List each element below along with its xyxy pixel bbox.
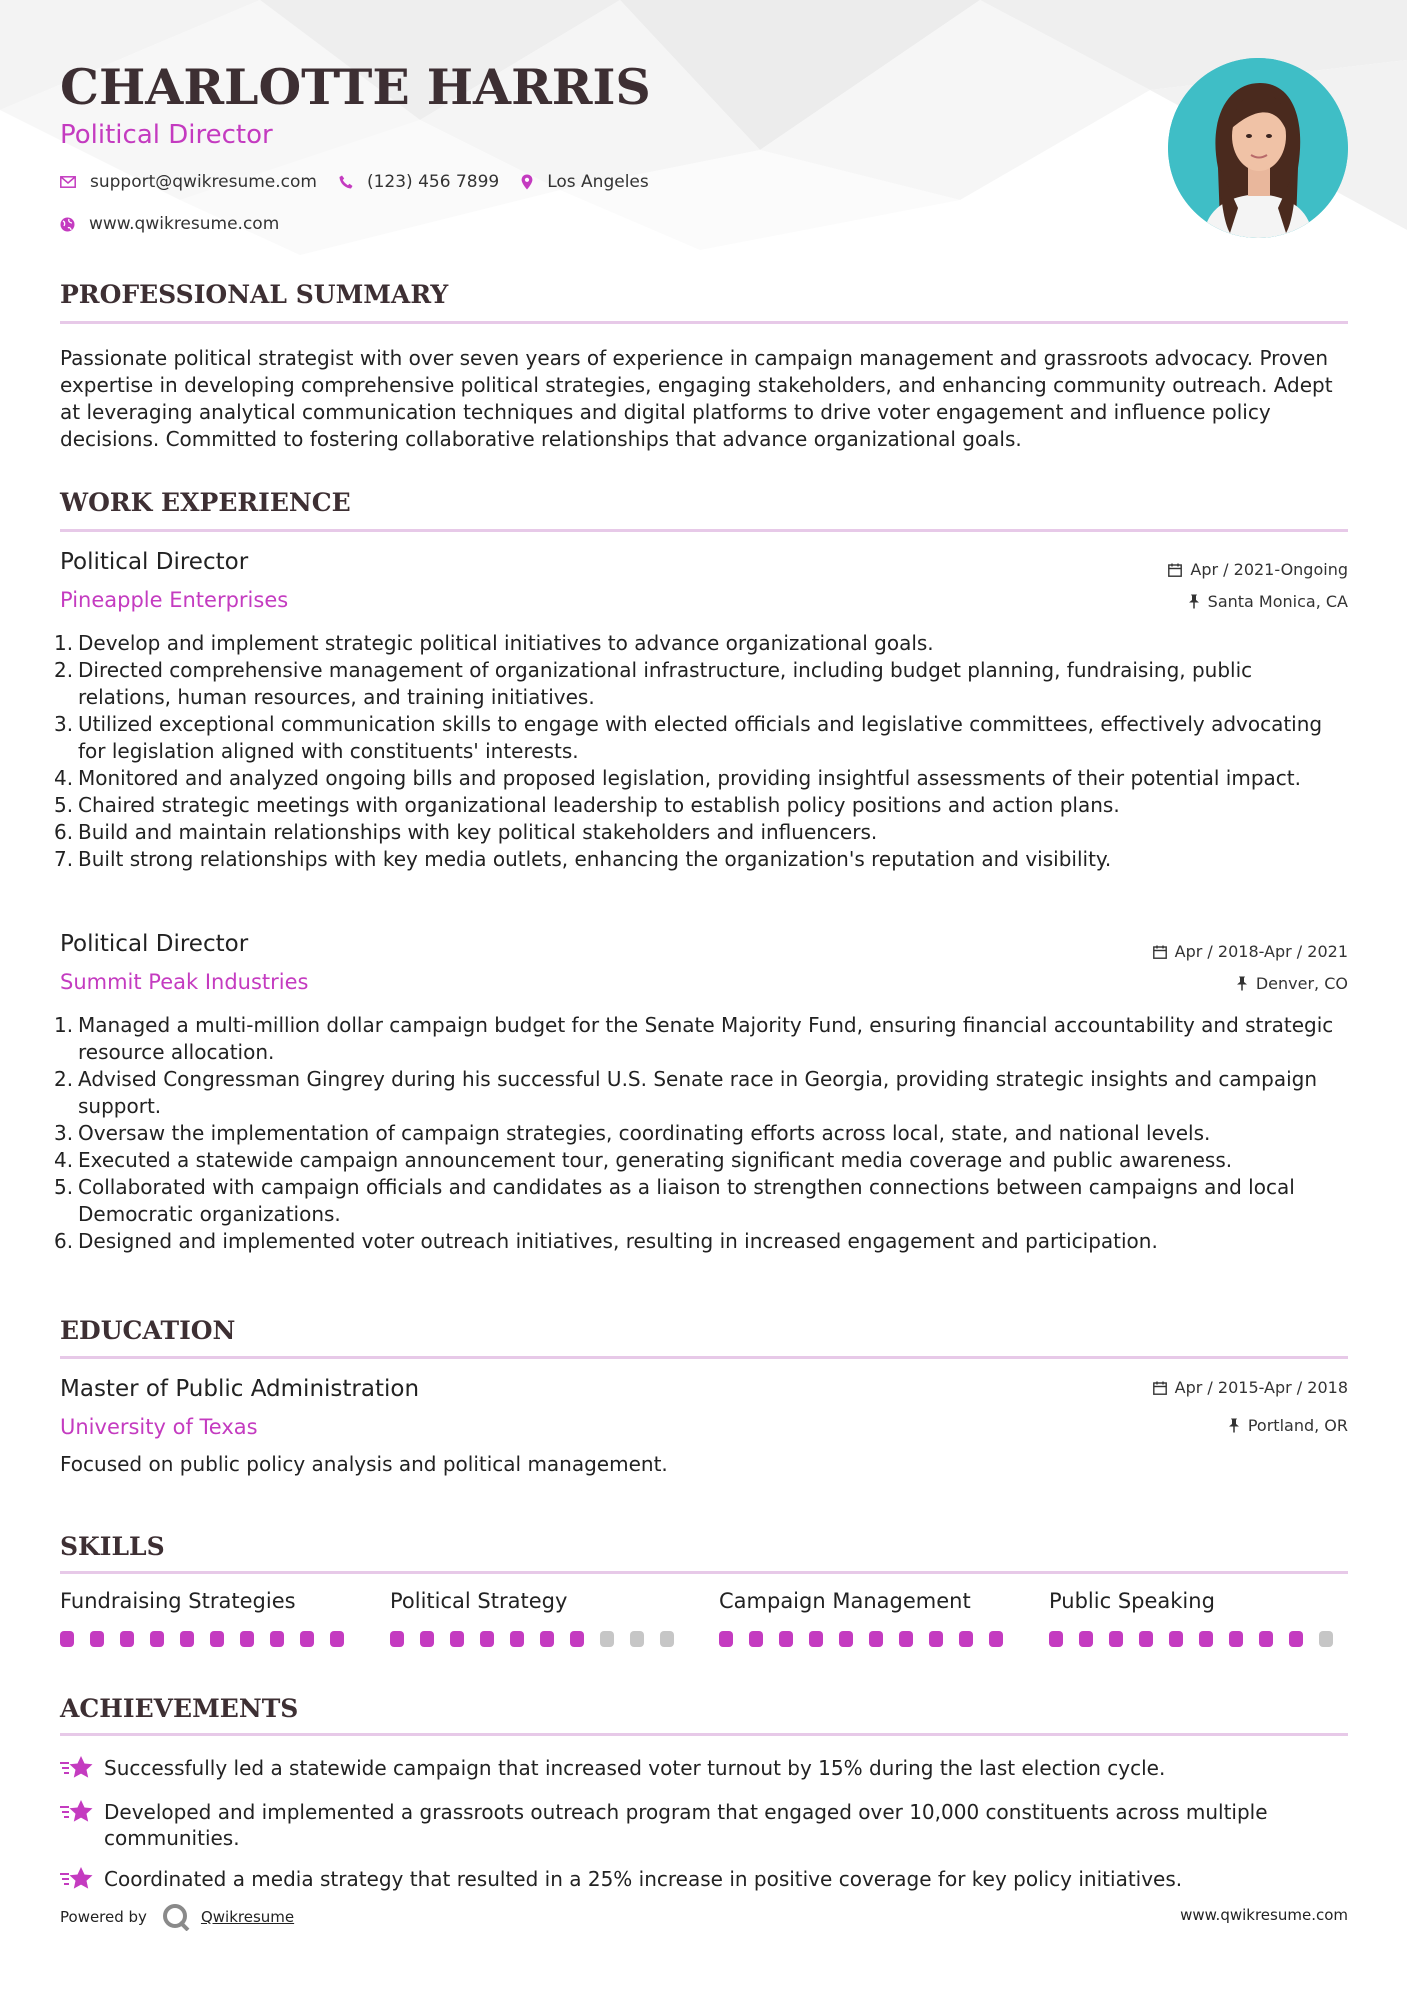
education-degree: Master of Public Administration — [60, 1376, 420, 1402]
achievement-item — [60, 1755, 1350, 1785]
skill-dot-filled — [390, 1631, 404, 1647]
skill-dot-filled — [300, 1631, 314, 1647]
job-2-dates — [1153, 942, 1348, 961]
skill-dot-empty — [1319, 1631, 1333, 1647]
star-icon — [60, 1799, 94, 1825]
skill-dot-filled — [270, 1631, 284, 1647]
pushpin-icon — [1228, 1418, 1240, 1433]
list-item: Executed a statewide campaign announcement tour, generating significant media coverage and public awareness. — [78, 1148, 1233, 1172]
location-text: Los Angeles — [547, 172, 649, 192]
skill-rating — [60, 1631, 360, 1647]
avatar-portrait — [1168, 58, 1348, 238]
job-1-dates — [1168, 560, 1348, 579]
brand-link[interactable]: Qwikresume — [200, 1908, 295, 1926]
skill-rating — [1049, 1631, 1349, 1647]
skills-heading: SKILLS — [60, 1532, 165, 1561]
skill-dot-filled — [989, 1631, 1003, 1647]
job-1-title: Political Director — [60, 549, 249, 575]
skill-dot-filled — [1229, 1631, 1243, 1647]
list-item: Built strong relationships with key media outlets, enhancing the organization's reputation and visibility. — [78, 847, 1112, 871]
skill-dot-filled — [779, 1631, 793, 1647]
achievements-heading: ACHIEVEMENTS — [60, 1694, 299, 1723]
skill-dot-filled — [809, 1631, 823, 1647]
skill-dot-filled — [420, 1631, 434, 1647]
achievement-item — [60, 1866, 1350, 1896]
website-row — [60, 214, 301, 234]
skill-dot-filled — [869, 1631, 883, 1647]
skill-rating — [390, 1631, 690, 1647]
skill-item — [719, 1589, 1019, 1647]
achievement-text: Developed and implemented a grassroots outreach program that engaged over 10,000 constituents across multiple communities. — [104, 1800, 1268, 1850]
map-pin-icon — [521, 174, 533, 190]
skill-dot-filled — [120, 1631, 134, 1647]
email-text: support@qwikresume.com — [90, 172, 317, 192]
envelope-icon — [60, 176, 76, 188]
job-title: Political Director — [60, 120, 273, 150]
skill-name: Fundraising Strategies — [60, 1589, 296, 1613]
experience-heading: WORK EXPERIENCE — [60, 488, 351, 517]
skill-item — [1049, 1589, 1349, 1647]
job-2-location-text: Denver, CO — [1255, 974, 1348, 993]
job-1-dates-text: Apr / 2021-Ongoing — [1190, 560, 1348, 579]
skill-dot-filled — [1289, 1631, 1303, 1647]
skill-dot-filled — [450, 1631, 464, 1647]
footer-powered-by — [60, 1903, 294, 1931]
star-icon — [60, 1866, 94, 1892]
footer-site-link[interactable]: www.qwikresume.com — [1180, 1906, 1348, 1924]
skill-dot-filled — [1049, 1631, 1063, 1647]
skill-dot-filled — [1079, 1631, 1093, 1647]
job-1-duties — [78, 630, 1348, 873]
skill-dot-filled — [1139, 1631, 1153, 1647]
education-dates — [1153, 1378, 1348, 1397]
contact-phone[interactable] — [339, 172, 499, 192]
achievement-text: Coordinated a media strategy that resulted in a 25% increase in positive coverage for key policy initiatives. — [104, 1867, 1183, 1891]
job-2-dates-text: Apr / 2018-Apr / 2021 — [1174, 942, 1348, 961]
summary-divider — [60, 321, 1348, 324]
job-2-company: Summit Peak Industries — [60, 970, 309, 994]
contact-location — [521, 172, 649, 192]
education-description: Focused on public policy analysis and political management. — [60, 1452, 668, 1476]
skill-dot-filled — [150, 1631, 164, 1647]
skill-dot-empty — [660, 1631, 674, 1647]
skill-dot-filled — [180, 1631, 194, 1647]
skill-dot-filled — [540, 1631, 554, 1647]
skill-dot-filled — [749, 1631, 763, 1647]
job-2-location — [1236, 974, 1348, 993]
skill-dot-filled — [240, 1631, 254, 1647]
list-item: Monitored and analyzed ongoing bills and proposed legislation, providing insightful assessments of their potential impact. — [78, 766, 1301, 790]
skills-divider — [60, 1571, 1348, 1574]
list-item: Build and maintain relationships with key political stakeholders and influencers. — [78, 820, 878, 844]
list-item: Chaired strategic meetings with organizational leadership to establish policy positions and action plans. — [78, 793, 1120, 817]
skill-dot-filled — [1259, 1631, 1273, 1647]
skill-dot-filled — [839, 1631, 853, 1647]
skill-dot-filled — [959, 1631, 973, 1647]
skill-dot-filled — [60, 1631, 74, 1647]
powered-by-text: Powered by — [60, 1908, 147, 1926]
job-1-location-text: Santa Monica, CA — [1207, 592, 1348, 611]
skill-dot-empty — [600, 1631, 614, 1647]
job-2-duties — [78, 1012, 1348, 1255]
skill-dot-filled — [210, 1631, 224, 1647]
list-item: Develop and implement strategic political initiatives to advance organizational goals. — [78, 631, 934, 655]
calendar-icon — [1153, 945, 1167, 959]
skill-dot-filled — [1109, 1631, 1123, 1647]
skill-item — [390, 1589, 690, 1647]
calendar-icon — [1153, 1381, 1167, 1395]
list-item: Oversaw the implementation of campaign strategies, coordinating efforts across local, state, and national levels. — [78, 1121, 1211, 1145]
experience-divider — [60, 529, 1348, 532]
skill-dot-empty — [630, 1631, 644, 1647]
skill-dot-filled — [1199, 1631, 1213, 1647]
skill-dot-filled — [570, 1631, 584, 1647]
list-item: Directed comprehensive management of organizational infrastructure, including budget planning, fundraising, public relations, human resources, and training initiatives. — [78, 658, 1253, 709]
phone-text: (123) 456 7899 — [366, 172, 500, 192]
phone-icon — [339, 175, 353, 189]
skill-name: Political Strategy — [390, 1589, 568, 1613]
list-item: Designed and implemented voter outreach initiatives, resulting in increased engagement and participation. — [78, 1229, 1158, 1253]
achievement-text: Successfully led a statewide campaign that increased voter turnout by 15% during the last election cycle. — [104, 1756, 1166, 1780]
education-heading: EDUCATION — [60, 1316, 236, 1345]
list-item: Utilized exceptional communication skills to engage with elected officials and legislative committees, effectively advocating for legislation aligned with constituents' interests. — [78, 712, 1323, 763]
contact-website[interactable] — [60, 214, 279, 234]
contact-email[interactable] — [60, 172, 317, 192]
pushpin-icon — [1188, 594, 1200, 609]
skill-dot-filled — [480, 1631, 494, 1647]
achievements-divider — [60, 1733, 1348, 1736]
list-item: Advised Congressman Gingrey during his successful U.S. Senate race in Georgia, providing strategic insights and campaign support. — [78, 1067, 1318, 1118]
star-icon — [60, 1755, 94, 1781]
skill-dot-filled — [719, 1631, 733, 1647]
education-location-text: Portland, OR — [1247, 1416, 1348, 1435]
education-school: University of Texas — [60, 1415, 258, 1439]
pushpin-icon — [1236, 976, 1248, 991]
education-location — [1228, 1416, 1348, 1435]
job-1-company: Pineapple Enterprises — [60, 588, 289, 612]
calendar-icon — [1168, 563, 1182, 577]
summary-heading: PROFESSIONAL SUMMARY — [60, 280, 449, 309]
summary-text: Passionate political strategist with over seven years of experience in campaign management and grassroots advocacy. Proven expertise in developing comprehensive political strategies, engaging stakeholders, and enhancing community outreach. Adept at leveraging analytical communication techniques and digital platforms to drive voter engagement and influence policy decisions. Committed to fostering collaborative relationships that advance organizational goals. — [60, 346, 1333, 451]
contact-row — [60, 172, 671, 192]
job-1-location — [1188, 592, 1348, 611]
list-item: Managed a multi-million dollar campaign budget for the Senate Majority Fund, ensuring financial accountability and strategic resource allocation. — [78, 1013, 1334, 1064]
website-text: www.qwikresume.com — [89, 214, 280, 234]
avatar — [1168, 58, 1348, 238]
education-divider — [60, 1356, 1348, 1359]
globe-icon — [60, 217, 75, 232]
skill-dot-filled — [929, 1631, 943, 1647]
skill-item — [60, 1589, 360, 1647]
skill-dot-filled — [90, 1631, 104, 1647]
skill-dot-filled — [899, 1631, 913, 1647]
achievement-item — [60, 1799, 1350, 1851]
education-dates-text: Apr / 2015-Apr / 2018 — [1174, 1378, 1348, 1397]
qwikresume-logo-icon — [161, 1903, 193, 1931]
job-2-title: Political Director — [60, 931, 249, 957]
skill-dot-filled — [1169, 1631, 1183, 1647]
skill-name: Public Speaking — [1049, 1589, 1215, 1613]
skill-name: Campaign Management — [719, 1589, 971, 1613]
list-item: Collaborated with campaign officials and candidates as a liaison to strengthen connections between campaigns and local Democratic organizations. — [78, 1175, 1295, 1226]
skill-dot-filled — [510, 1631, 524, 1647]
skill-dot-filled — [330, 1631, 344, 1647]
skill-rating — [719, 1631, 1019, 1647]
candidate-name: CHARLOTTE HARRIS — [60, 58, 651, 116]
